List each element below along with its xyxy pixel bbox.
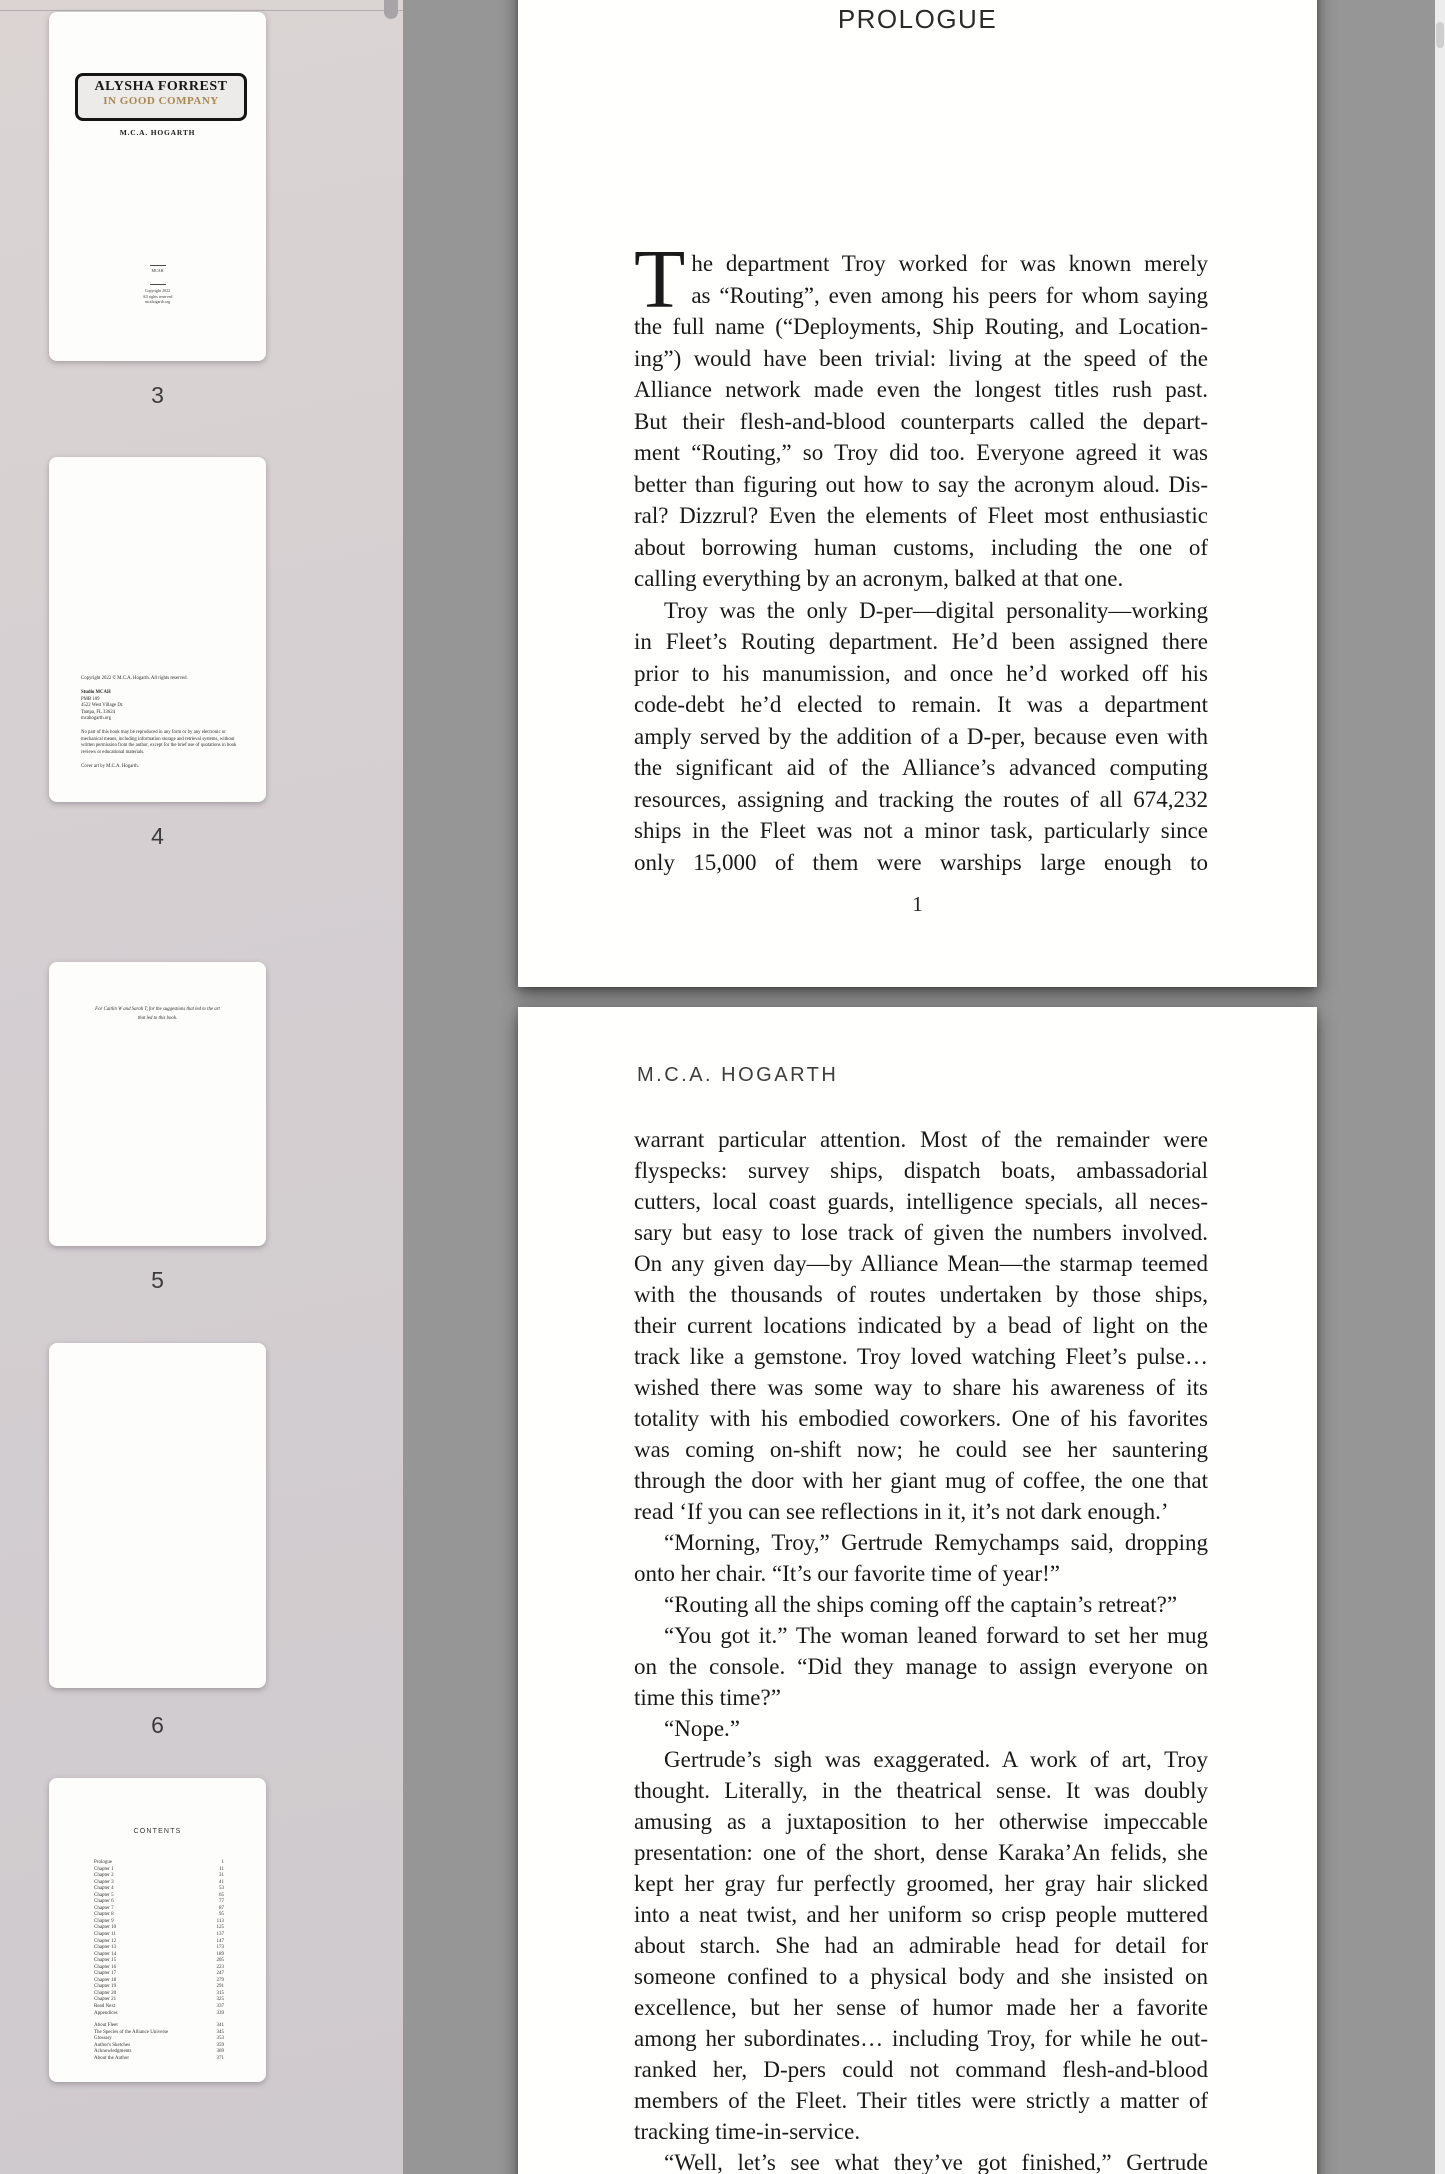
studio-mcah-logo: MCAH	[150, 265, 166, 285]
toc-entry-label: Chapter 18	[94, 1977, 117, 1983]
text-line: better than figuring out how to say the acronym aloud. Dis-	[634, 471, 1208, 497]
page-number: 1	[912, 892, 923, 916]
toc-entry-page: 137	[216, 1932, 224, 1938]
text-line: ment “Routing,” so Troy did too. Everyone agreed it was	[634, 440, 1208, 465]
toc-entry-page: 353	[216, 2036, 224, 2042]
text-line: read ‘If you can see reflections in it, it’s not dark enough.’	[634, 1499, 1169, 1524]
toc-entry-page: 341	[216, 2023, 224, 2029]
toc-entry-page: 205	[216, 1958, 224, 1964]
chapter-title: PROLOGUE	[837, 4, 998, 34]
page-thumbnail-contents[interactable]	[49, 1778, 266, 2082]
page-thumbnail-blank[interactable]	[49, 1343, 266, 1688]
text-line: Gertrude’s sigh was exaggerated. A work of art, Troy	[664, 1747, 1208, 1772]
text-line: with the thousands of routes undertaken by those ships,	[634, 1282, 1208, 1307]
text-line: tracking time-in-service.	[634, 2119, 861, 2144]
text-line: track like a gemstone. Troy loved watching Fleet’s pulse…	[634, 1344, 1208, 1369]
text-column	[634, 1124, 1208, 2174]
toc-entry-label: Chapter 2	[94, 1873, 114, 1879]
text-line: flyspecks: survey ships, dispatch boats, ambassadorial	[634, 1158, 1208, 1183]
toc-entry	[94, 2056, 224, 2063]
text-line: the significant aid of the Alliance’s advanced computing	[634, 755, 1208, 780]
toc-entry-label: Chapter 12	[94, 1938, 117, 1944]
toc-entry-page: 11	[219, 1866, 224, 1872]
text-line: Alliance network made even the longest titles rush past.	[634, 377, 1208, 402]
toc-entry-label: Chapter 6	[94, 1899, 114, 1905]
text-line: ing”) would have been trivial: living at the speed of the	[634, 345, 1208, 371]
text-line: “Nope.”	[664, 1716, 740, 1741]
text-line: totality with his embodied coworkers. One of his favorites	[634, 1406, 1208, 1431]
text-line: calling everything by an acronym, balked at that one.	[634, 566, 1124, 591]
thumbnail-page-number: 6	[151, 1712, 164, 1738]
text-column	[634, 233, 1208, 878]
toc-entry-page: 41	[219, 1879, 224, 1885]
cover-imprint-line: mcahogarth.org	[144, 299, 171, 304]
text-line: their current locations indicated by a bead of light on the	[634, 1313, 1208, 1338]
text-line: only 15,000 of them were warships large enough to	[634, 849, 1208, 875]
toc-entry-page: 369	[216, 2049, 224, 2055]
drop-cap: T	[634, 233, 686, 326]
paragraph	[634, 1124, 1208, 1527]
publisher-address-line: Tampa, FL 33624	[81, 709, 115, 715]
text-line: “Routing all the ships coming off the captain’s retreat?”	[664, 1592, 1178, 1617]
toc-entry-label: About Fleet	[94, 2023, 118, 2029]
sidebar-divider	[0, 10, 403, 11]
sidebar-scrollbar-thumb[interactable]	[384, 0, 398, 19]
cover-imprint-line: Copyright 2022	[144, 288, 171, 293]
text-line: time this time?”	[634, 1685, 781, 1710]
paragraph	[634, 595, 1208, 879]
cover-imprint-line: All rights reserved	[142, 293, 173, 299]
toc-entry-page: 1	[221, 1860, 224, 1865]
toc-heading: CONTENTS	[133, 1828, 182, 1835]
text-line: prior to his manumission, and once he’d worked off his	[634, 660, 1208, 686]
copyright-line: Copyright 2022 © M.C.A. Hogarth. All rights reserved.	[81, 676, 188, 681]
document-page-1[interactable]	[518, 0, 1317, 987]
toc-entry-label: Chapter 10	[94, 1925, 117, 1931]
toc-entry-label: Appendices	[94, 2010, 118, 2016]
toc-entry-page: 125	[216, 1925, 224, 1931]
text-line: resources, assigning and tracking the routes of all 674,232	[634, 786, 1208, 812]
toc-entry-label: Chapter 3	[94, 1879, 114, 1885]
text-line: thought. Literally, in the theatrical sense. It was doubly	[634, 1778, 1208, 1803]
toc-entry-label: Chapter 14	[94, 1951, 117, 1957]
toc-entry-page: 247	[216, 1971, 224, 1977]
toc-entry-page: 291	[216, 1984, 224, 1990]
document-page-2[interactable]	[518, 1007, 1317, 2174]
toc-entry-page: 31	[219, 1873, 224, 1879]
thumbnail-sidebar	[0, 0, 403, 2174]
toc-entry-page: 223	[216, 1964, 224, 1970]
toc-entry-page: 53	[219, 1886, 224, 1892]
thumbnail-page-number: 3	[151, 382, 164, 408]
toc-entry-page: 315	[216, 1990, 224, 1996]
dedication-line: For Caitlin W and Sarah T, for the suggestions that led to the art	[95, 1007, 220, 1012]
text-line: presentation: one of the short, dense Karaka’An felids, she	[634, 1840, 1208, 1865]
toc-entry-page: 65	[219, 1892, 224, 1898]
thumbnail-page-number: 4	[151, 823, 164, 849]
text-line: sary but easy to lose track of given the numbers involved.	[634, 1220, 1208, 1245]
text-line: “You got it.” The woman leaned forward to set her mug	[664, 1623, 1208, 1648]
toc-entry-label: Glossary	[94, 2036, 112, 2042]
text-line: he department Troy worked for was known merely	[691, 251, 1208, 276]
text-line: cutters, local coast guards, intelligence specials, all neces-	[634, 1189, 1208, 1214]
paragraph	[634, 1620, 1208, 1713]
toc-entry-label: Chapter 19	[94, 1984, 117, 1990]
copyright-text	[81, 676, 241, 770]
text-line: code-debt he’d elected to remain. It was a department	[634, 692, 1208, 717]
paragraph	[634, 1713, 1208, 1744]
publisher-address-line: mcahogarth.org	[81, 716, 112, 722]
text-line: as “Routing”, even among his peers for whom saying	[691, 282, 1208, 308]
text-line: about starch. She had an admirable head for detail for	[634, 1933, 1208, 1958]
text-line: through the door with her giant mug of coffee, the one that	[634, 1468, 1208, 1493]
toc-list	[94, 1860, 224, 2062]
toc-entry-page: 337	[216, 2004, 224, 2010]
toc-entry-label: About the Author	[94, 2055, 129, 2061]
toc-entry-label: Chapter 4	[94, 1886, 114, 1892]
toc-entry-label: Chapter 17	[94, 1971, 117, 1977]
text-line: “Morning, Troy,” Gertrude Remychamps said, dropping	[664, 1530, 1208, 1555]
toc-entry-label: Prologue	[94, 1860, 113, 1865]
paragraph	[634, 2147, 1208, 2174]
dedication-line: that led to this book.	[137, 1015, 178, 1021]
text-line: ral? Dizzrul? Even the elements of Fleet most enthusiastic	[634, 503, 1208, 528]
page-thumbnail-dedication[interactable]	[49, 962, 266, 1246]
running-header-author: M.C.A. HOGARTH	[637, 1064, 839, 1086]
publisher-name: Studio MCAH	[81, 690, 111, 696]
text-line: “Well, let’s see what they’ve got finished,” Gertrude	[664, 2150, 1208, 2174]
text-line: Troy was the only D-per—digital personality—working	[664, 597, 1208, 623]
toc-entry-label: Read Next	[94, 2004, 116, 2010]
toc-entry-page: 339	[216, 2010, 224, 2016]
thumbnail-page-number: 5	[151, 1267, 164, 1293]
text-line: among her subordinates… including Troy, for while he out-	[634, 2026, 1208, 2051]
toc-entry-label: Acknowledgments	[94, 2049, 132, 2055]
toc-entry-label: Chapter 16	[94, 1964, 117, 1970]
toc-entry-page: 147	[216, 1938, 224, 1944]
text-line: excellence, but her sense of humor made her a favorite	[634, 1995, 1208, 2020]
text-line: kept her gray fur perfectly groomed, her gray hair slicked	[634, 1871, 1208, 1896]
cover-title-box	[75, 73, 247, 121]
page-thumbnail-copyright[interactable]	[49, 457, 266, 802]
text-line: members of the Fleet. Their titles were strictly a matter of	[634, 2088, 1208, 2113]
toc-entry-page: 77	[219, 1899, 224, 1905]
paragraph	[634, 233, 1208, 595]
cover-title: ALYSHA FORREST	[94, 79, 228, 94]
toc-entry-label: Chapter 21	[94, 1997, 117, 2003]
text-line: someone confined to a physical body and she insisted on	[634, 1964, 1208, 1989]
rights-paragraph: No part of this book may be reproduced in any form or by any electronic or mechanical means, including information storage and retrieval systems, without written permission from the author, except for the brief use of quotations in book reviews or educational materials.	[81, 730, 237, 755]
text-line: But their flesh-and-blood counterparts called the depart-	[634, 408, 1208, 434]
toc-entry-label: Author's Sketches	[94, 2042, 131, 2048]
window-scrollbar-track	[1435, 0, 1445, 2174]
text-line: wished there was some way to share his awareness of its	[634, 1375, 1208, 1400]
text-line: the full name (“Deployments, Ship Routing, and Location-	[634, 314, 1208, 339]
toc-entry-page: 87	[219, 1905, 224, 1911]
toc-entry-page: 325	[216, 1997, 224, 2003]
page-thumbnail-cover[interactable]	[49, 12, 266, 361]
toc-entry-page: 189	[216, 1951, 224, 1957]
toc-entry-page: 279	[216, 1977, 224, 1983]
toc-entry-page: 371	[216, 2055, 224, 2061]
toc-entry-page: 95	[219, 1912, 224, 1918]
toc-entry-label: Chapter 7	[94, 1905, 114, 1911]
toc-entry-label: Chapter 5	[94, 1892, 114, 1898]
toc-entry-label: Chapter 20	[94, 1990, 117, 1996]
text-line: on the console. “Did they manage to assign everyone on	[634, 1654, 1208, 1679]
toc-entry-label: Chapter 9	[94, 1918, 114, 1924]
toc-entry-page: 173	[216, 1945, 224, 1951]
toc-entry-label: The Species of the Alliance Universe	[94, 2029, 169, 2035]
cover-author: M.C.A. HOGARTH	[119, 128, 196, 137]
paragraph	[634, 1527, 1208, 1589]
text-line: amply served by the addition of a D-per, because even with	[634, 723, 1208, 749]
text-line: onto her chair. “It’s our favorite time of year!”	[634, 1561, 1060, 1586]
paragraph	[634, 1589, 1208, 1620]
text-line: amusing as a juxtaposition to her otherwise impeccable	[634, 1809, 1208, 1834]
window-scrollbar-thumb[interactable]	[1436, 22, 1444, 48]
cover-art-credit: Cover art by M.C.A. Hogarth.	[81, 764, 139, 770]
toc-entry-label: Chapter 11	[94, 1932, 116, 1938]
toc-entry-label: Chapter 1	[94, 1866, 114, 1872]
publisher-address-line: 4522 West Village Dr.	[81, 703, 124, 709]
toc-entry-label: Chapter 15	[94, 1958, 117, 1964]
text-line: warrant particular attention. Most of the remainder were	[634, 1127, 1208, 1152]
toc-entry-page: 359	[216, 2042, 224, 2048]
toc-entry-page: 113	[216, 1918, 224, 1924]
cover-imprint	[49, 288, 266, 305]
cover-subtitle: IN GOOD COMPANY	[103, 95, 219, 107]
text-line: On any given day—by Alliance Mean—the starmap teemed	[634, 1251, 1208, 1276]
text-line: in Fleet’s Routing department. He’d been assigned there	[634, 629, 1208, 654]
toc-entry-label: Chapter 13	[94, 1945, 117, 1951]
text-line: ships in the Fleet was not a minor task, particularly since	[634, 818, 1208, 843]
text-line: ranked her, D-pers could not command flesh-and-blood	[634, 2057, 1208, 2082]
publisher-address-line: PMB 109	[81, 696, 100, 702]
toc-entry-page: 345	[216, 2029, 224, 2035]
text-line: about borrowing human customs, including the one of	[634, 534, 1208, 560]
toc-entry-label: Chapter 8	[94, 1912, 114, 1918]
text-line: was coming on-shift now; he could see her sauntering	[634, 1437, 1208, 1462]
text-line: into a neat twist, and her uniform so crisp people muttered	[634, 1902, 1208, 1927]
paragraph	[634, 1744, 1208, 2147]
dedication-text	[57, 1006, 258, 1023]
